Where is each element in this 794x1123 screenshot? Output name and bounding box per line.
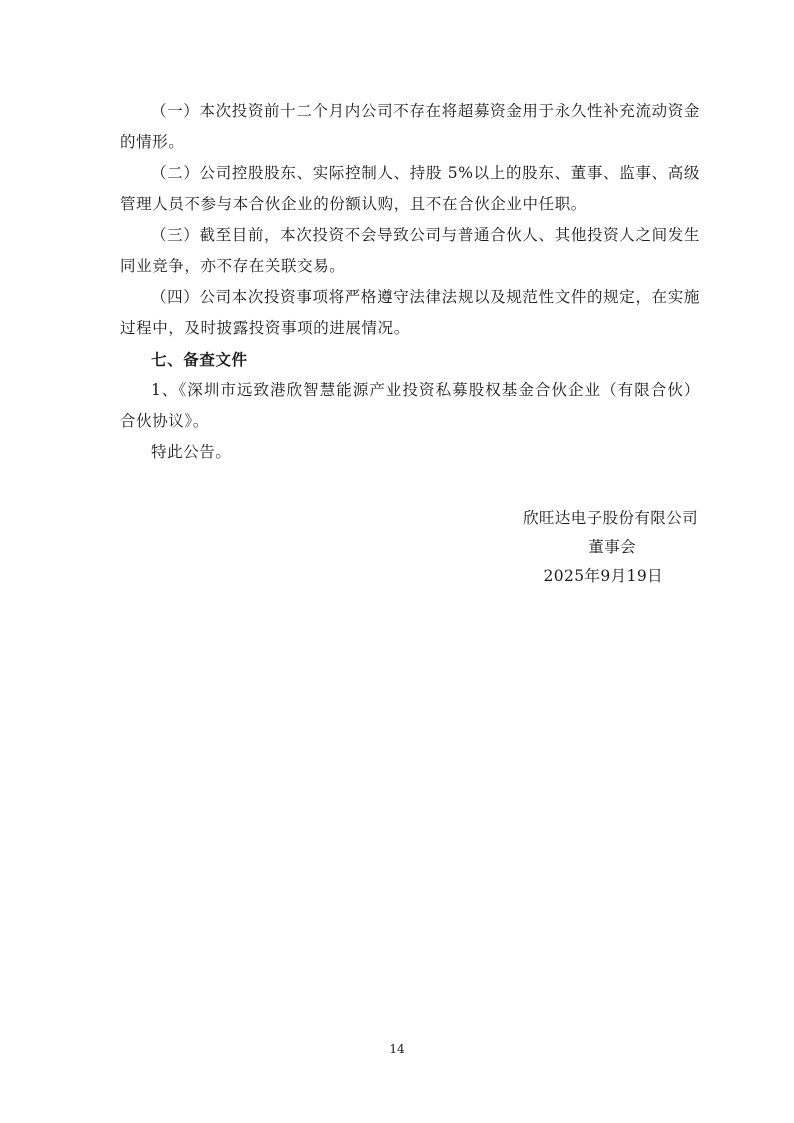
signature-company: 欣旺达电子股份有限公司 [523, 509, 698, 527]
section-heading-reference-documents: 七、备查文件 [151, 350, 248, 369]
paragraph-2: （二）公司控股股东、实际控制人、持股 5%以上的股东、董事、监事、高级管理人员不参与本合伙企业的份额认购，且不在合伙企业中任职。 [120, 164, 700, 213]
reference-document-item: 1、《深圳市远致港欣智慧能源产业投资私募股权基金合伙企业（有限合伙）合伙协议》。 [120, 381, 700, 430]
announcement-body [120, 96, 700, 468]
page-number: 14 [389, 1042, 405, 1056]
closing-statement: 特此公告。 [151, 443, 232, 461]
paragraph-4: （四）公司本次投资事项将严格遵守法律法规以及规范性文件的规定，在实施过程中，及时披露投资事项的进展情况。 [120, 288, 700, 337]
paragraph-3: （三）截至目前，本次投资不会导致公司与普通合伙人、其他投资人之间发生同业竞争，亦不存在关联交易。 [120, 226, 700, 275]
signature-date: 2025年9月19日 [543, 567, 663, 585]
signature-block [398, 504, 698, 591]
paragraph-1: （一）本次投资前十二个月内公司不存在将超募资金用于永久性补充流动资金的情形。 [120, 102, 700, 151]
signature-board: 董事会 [588, 538, 636, 556]
